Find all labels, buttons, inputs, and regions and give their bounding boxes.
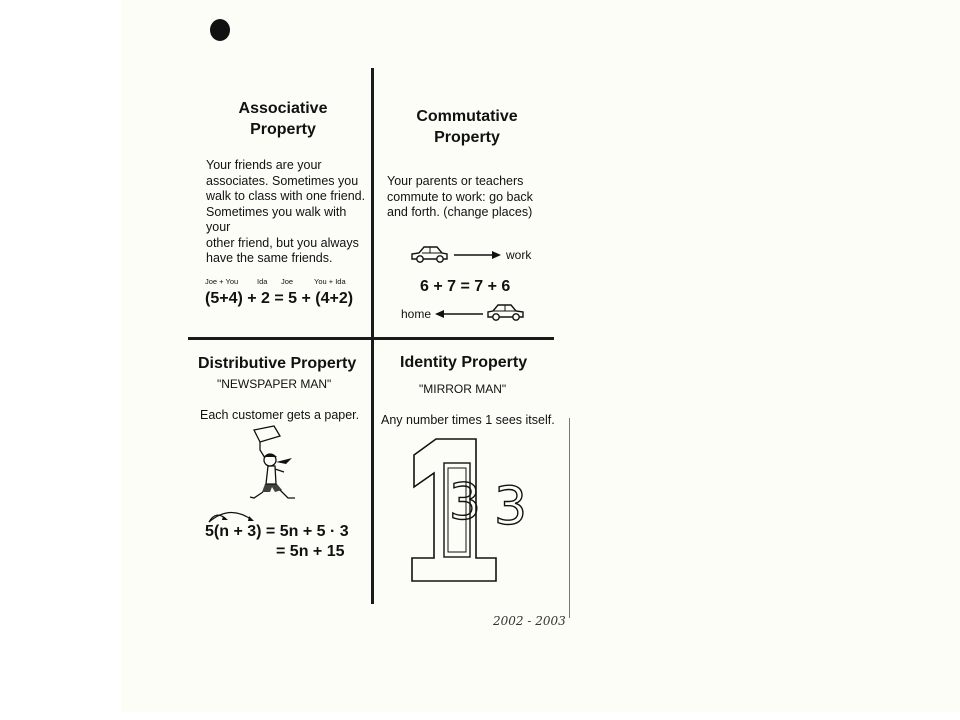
vertical-divider xyxy=(371,68,374,604)
commutative-equation: 6 + 7 = 7 + 6 xyxy=(420,278,511,295)
car-icon xyxy=(486,302,526,322)
identity-title: Identity Property xyxy=(400,354,528,371)
home-label: home xyxy=(401,307,432,321)
mirror-digit: 3 xyxy=(449,473,481,531)
car-icon xyxy=(410,244,450,264)
distribute-arrows-icon xyxy=(206,508,258,524)
work-label: work xyxy=(506,248,532,262)
associative-label-you-ida: You + Ida xyxy=(314,277,346,286)
hole-punch-mark xyxy=(210,19,230,41)
associative-label-joe: Joe xyxy=(281,277,294,286)
identity-nickname: "MIRROR MAN" xyxy=(419,382,507,396)
distributive-equation-line1: 5(n + 3) = 5n + 5 · 3 xyxy=(205,523,349,540)
distributive-title: Distributive Property xyxy=(198,355,357,372)
associative-equation: (5+4) + 2 = 5 + (4+2) xyxy=(205,290,354,307)
newspaper-man-icon xyxy=(240,424,310,510)
distributive-equation-line2: = 5n + 15 xyxy=(276,543,345,560)
associative-label-joe-you: Joe + You xyxy=(205,277,239,286)
reflected-digit: 3 xyxy=(494,477,528,537)
associative-body: Your friends are your associates. Sometimes you walk to class with one friend. Sometimes you walk with your other friend, but you always have the same friends. xyxy=(206,158,366,265)
footer-date: 2002 - 2003 xyxy=(493,614,566,628)
identity-body: Any number times 1 sees itself. xyxy=(381,413,555,427)
horizontal-divider xyxy=(188,337,554,340)
associative-title: Associative Property xyxy=(238,100,328,138)
commutative-title: Commutative Property xyxy=(416,108,518,146)
distributive-body: Each customer gets a paper. xyxy=(200,408,360,422)
commutative-body: Your parents or teachers commute to work: go back and forth. (change places) xyxy=(387,174,533,219)
right-edge-line xyxy=(569,418,570,618)
arrow-right-icon xyxy=(454,250,502,260)
associative-label-ida: Ida xyxy=(257,277,268,286)
arrow-left-icon xyxy=(434,309,484,319)
distributive-nickname: "NEWSPAPER MAN" xyxy=(217,377,332,391)
